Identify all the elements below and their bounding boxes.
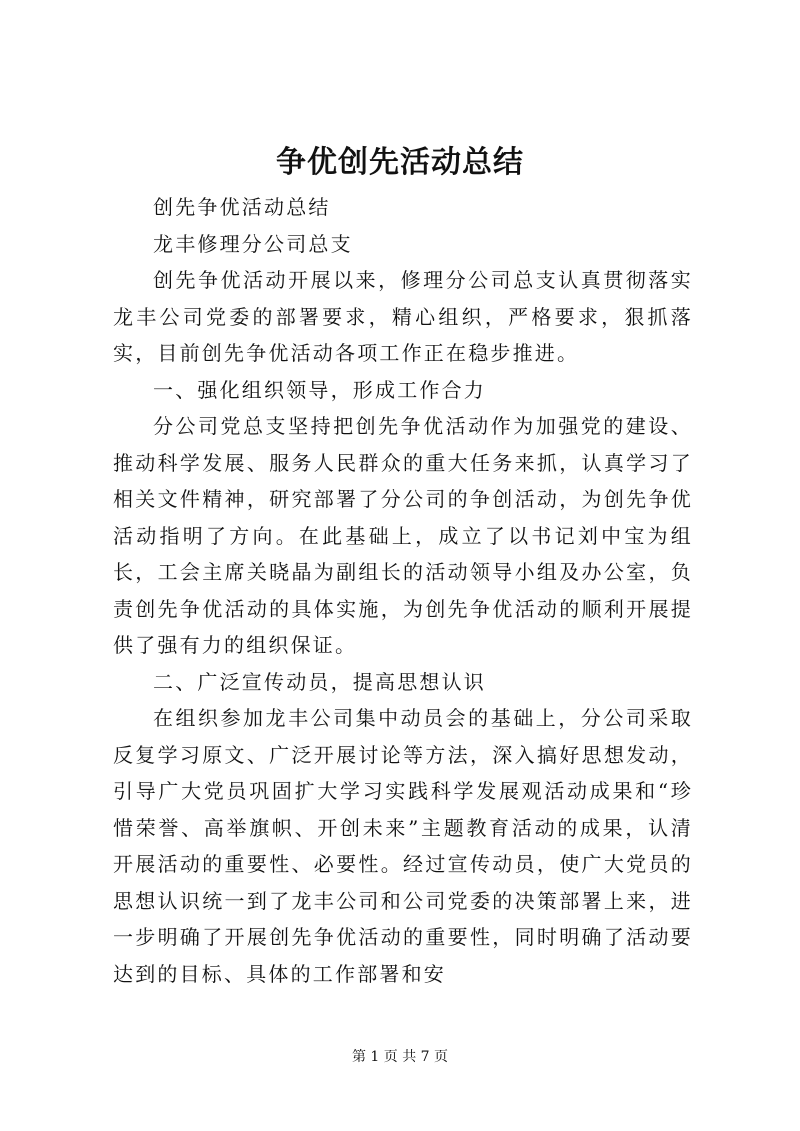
page-footer xyxy=(0,1047,800,1067)
paragraph-section-1: 分公司党总支坚持把创先争优活动作为加强党的建设、推动科学发展、服务人民群众的重大任务来抓，认真学习了相关文件精神，研究部署了分公司的争创活动，为创先争优活动指明了方向。在此基础上，成立了以书记刘中宝为组长，工会主席关晓晶为副组长的活动领导小组及办公室，负责创先争优活动的具体实施，为创先争优活动的顺利开展提供了强有力的组织保证。 xyxy=(113,414,693,657)
document-body xyxy=(113,189,693,992)
section-heading-2: 二、广泛宣传动员，提高思想认识 xyxy=(153,669,486,694)
page-number: 第 1 页 共 7 页 xyxy=(351,1049,449,1065)
document-title: 争优创先活动总结 xyxy=(276,145,524,180)
paragraph-organization: 龙丰修理分公司总支 xyxy=(153,231,353,256)
paragraph-section-2: 在组织参加龙丰公司集中动员会的基础上，分公司采取反复学习原文、广泛开展讨论等方法，深入搞好思想发动，引导广大党员巩固扩大学习实践科学发展观活动成果和“珍惜荣誉、高举旗帜、开创未来”主题教育活动的成果，认清开展活动的重要性、必要性。经过宣传动员，使广大党员的思想认识统一到了龙丰公司和公司党委的决策部署上来，进一步明确了开展创先争优活动的重要性，同时明确了活动要达到的目标、具体的工作部署和安 xyxy=(113,706,693,986)
paragraph-intro: 创先争优活动开展以来，修理分公司总支认真贯彻落实龙丰公司党委的部署要求，精心组织，严格要求，狠抓落实，目前创先争优活动各项工作正在稳步推进。 xyxy=(113,268,693,365)
paragraph-subtitle: 创先争优活动总结 xyxy=(153,195,331,219)
section-heading-1: 一、强化组织领导，形成工作合力 xyxy=(153,377,486,402)
